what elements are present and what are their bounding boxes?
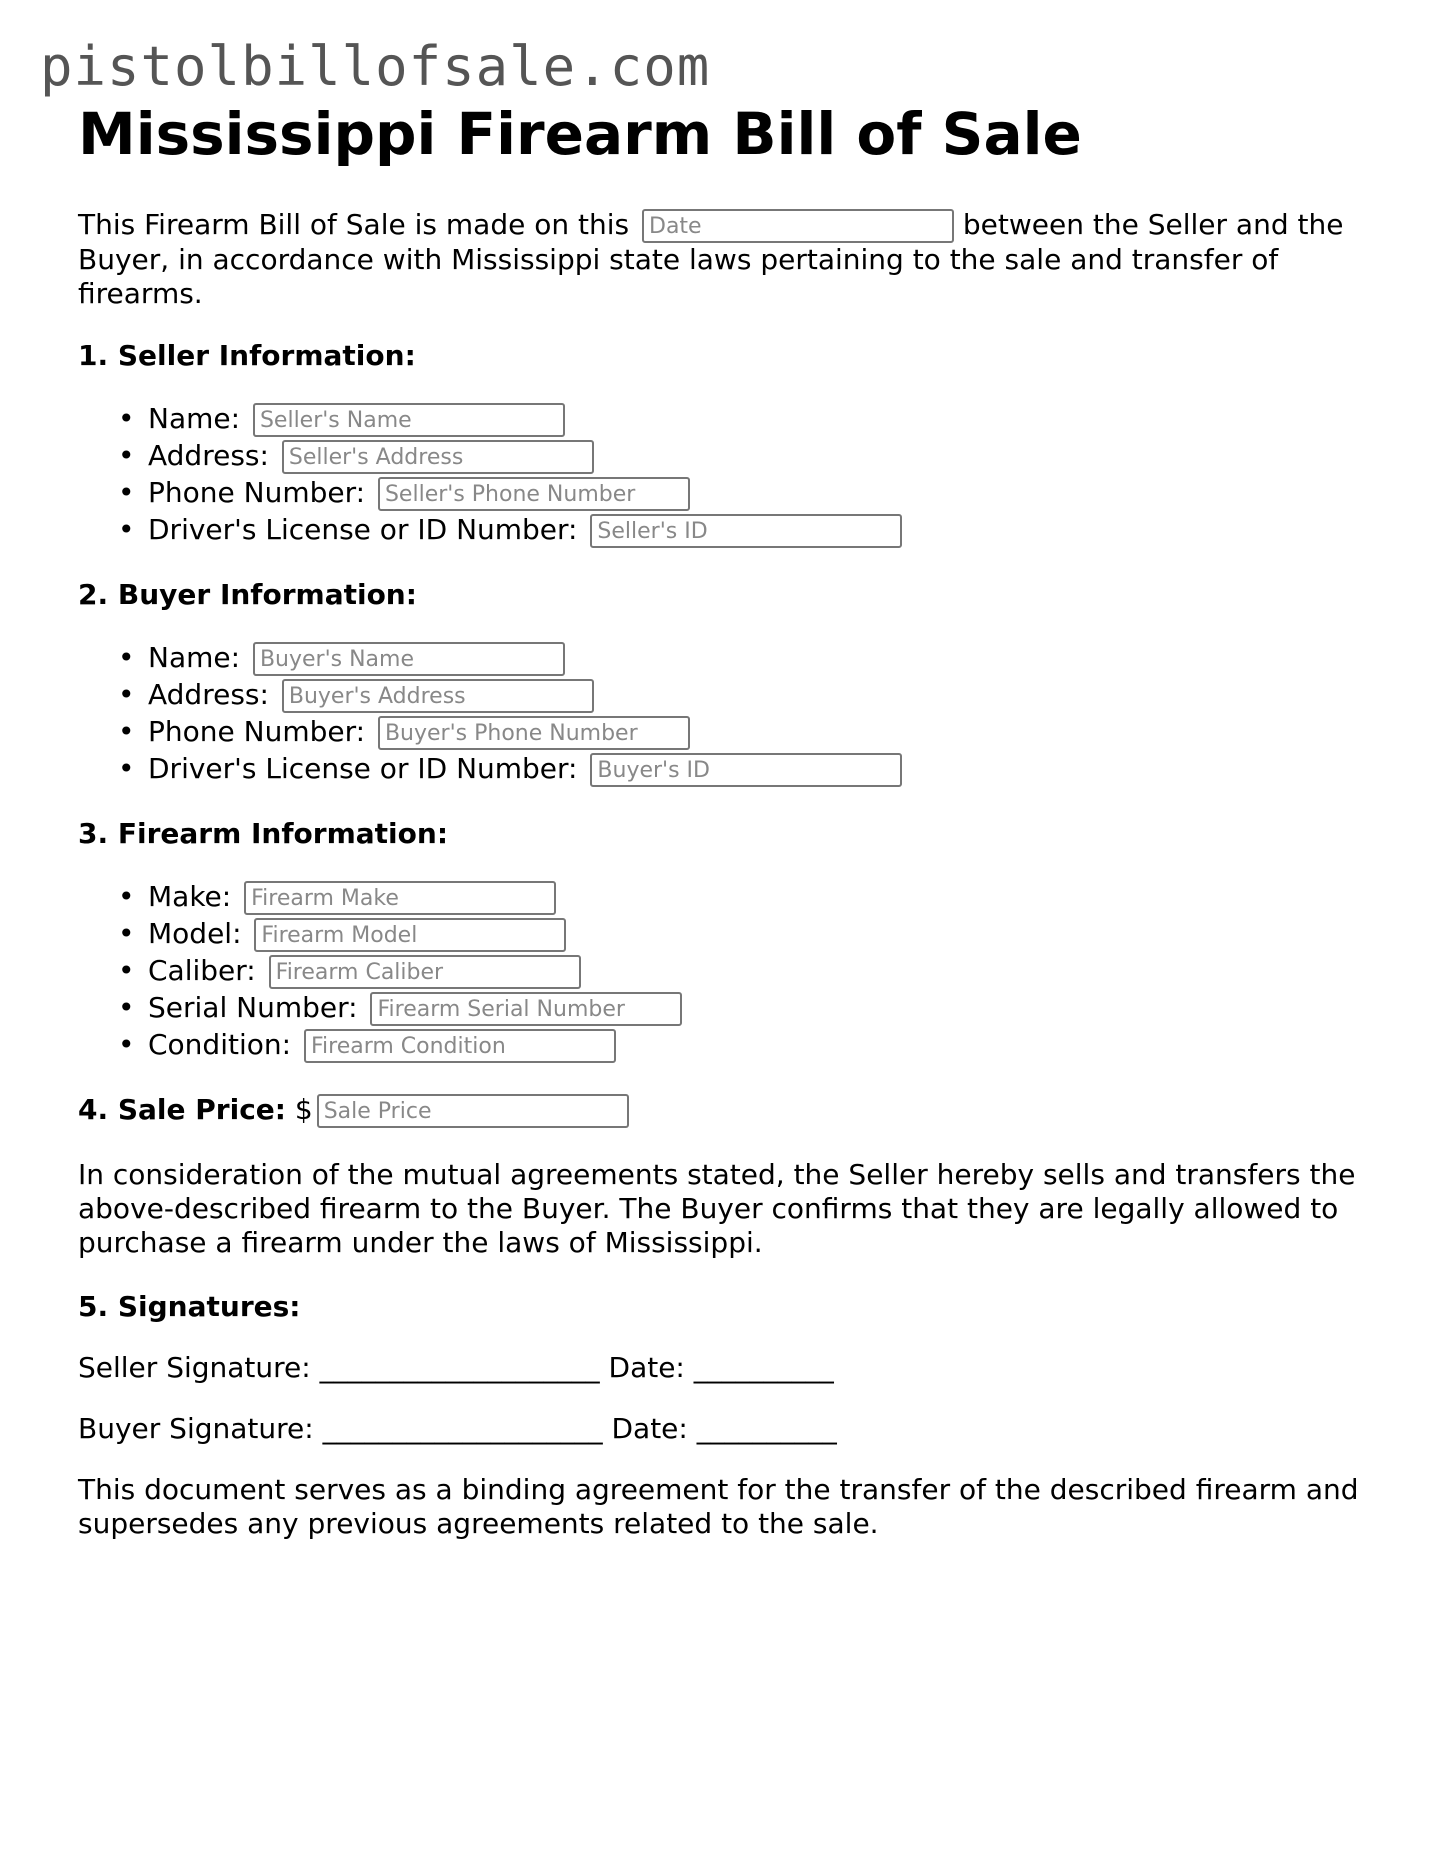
list-item — [148, 750, 1368, 787]
buyer-address-input[interactable] — [282, 679, 594, 713]
seller-phone-label: Phone Number: — [148, 476, 366, 509]
firearm-condition-input[interactable] — [304, 1029, 616, 1063]
list-item — [148, 437, 1368, 474]
seller-info-list — [78, 400, 1368, 548]
sale-price-row — [78, 1093, 1368, 1128]
bill-of-sale-document — [78, 100, 1368, 1541]
consideration-paragraph: In consideration of the mutual agreements stated, the Seller hereby sells and transfers the above-described firearm to the Buyer. The Buyer confirms that they are legally allowed to purchase a firearm under the laws of Mississippi. — [78, 1158, 1356, 1259]
seller-address-input[interactable] — [282, 440, 594, 474]
list-item — [148, 474, 1368, 511]
signatures-section-heading: 5. Signatures: — [78, 1290, 301, 1323]
buyer-section-heading: 2. Buyer Information: — [78, 578, 417, 611]
buyer-id-label: Driver's License or ID Number: — [148, 752, 578, 785]
seller-id-label: Driver's License or ID Number: — [148, 513, 578, 546]
seller-name-label: Name: — [148, 402, 241, 435]
list-item — [148, 400, 1368, 437]
firearm-section-heading: 3. Firearm Information: — [78, 817, 449, 850]
buyer-address-label: Address: — [148, 678, 269, 711]
list-item — [148, 878, 1368, 915]
list-item — [148, 676, 1368, 713]
firearm-caliber-input[interactable] — [269, 955, 581, 989]
intro-text-before: This Firearm Bill of Sale is made on this — [78, 208, 630, 241]
closing-paragraph: This document serves as a binding agreement for the transfer of the described firearm and supersedes any previous agreements related to the sale. — [78, 1473, 1359, 1540]
seller-section-heading: 1. Seller Information: — [78, 339, 416, 372]
buyer-phone-input[interactable] — [378, 716, 690, 750]
list-item — [148, 713, 1368, 750]
firearm-serial-input[interactable] — [370, 992, 682, 1026]
seller-name-input[interactable] — [253, 403, 565, 437]
site-watermark: pistolbillofsale.com — [40, 35, 711, 98]
firearm-info-list — [78, 878, 1368, 1063]
list-item — [148, 952, 1368, 989]
seller-address-label: Address: — [148, 439, 269, 472]
buyer-id-input[interactable] — [590, 753, 902, 787]
intro-text-after: between the Seller and the Buyer, in accordance with Mississippi state laws pertaining to the sale and transfer of firearms. — [78, 208, 1344, 310]
list-item — [148, 1026, 1368, 1063]
firearm-model-label: Model: — [148, 917, 242, 950]
intro-paragraph — [78, 208, 1368, 311]
buyer-name-input[interactable] — [253, 642, 565, 676]
currency-symbol: $ — [294, 1093, 313, 1126]
firearm-condition-label: Condition: — [148, 1028, 292, 1061]
list-item — [148, 989, 1368, 1026]
sale-price-label: 4. Sale Price: — [78, 1093, 286, 1126]
list-item — [148, 511, 1368, 548]
firearm-make-label: Make: — [148, 880, 232, 913]
buyer-name-label: Name: — [148, 641, 241, 674]
buyer-signature-line: Buyer Signature: ____________________ Date: __________ — [78, 1412, 837, 1445]
firearm-serial-label: Serial Number: — [148, 991, 358, 1024]
page-title: Mississippi Firearm Bill of Sale — [78, 100, 1082, 168]
seller-signature-line: Seller Signature: ____________________ Date: __________ — [78, 1351, 834, 1384]
buyer-info-list — [78, 639, 1368, 787]
buyer-phone-label: Phone Number: — [148, 715, 366, 748]
list-item — [148, 915, 1368, 952]
sale-date-input[interactable] — [642, 209, 954, 243]
firearm-make-input[interactable] — [244, 881, 556, 915]
firearm-caliber-label: Caliber: — [148, 954, 256, 987]
firearm-model-input[interactable] — [254, 918, 566, 952]
seller-id-input[interactable] — [590, 514, 902, 548]
sale-price-input[interactable] — [317, 1094, 629, 1128]
list-item — [148, 639, 1368, 676]
seller-phone-input[interactable] — [378, 477, 690, 511]
